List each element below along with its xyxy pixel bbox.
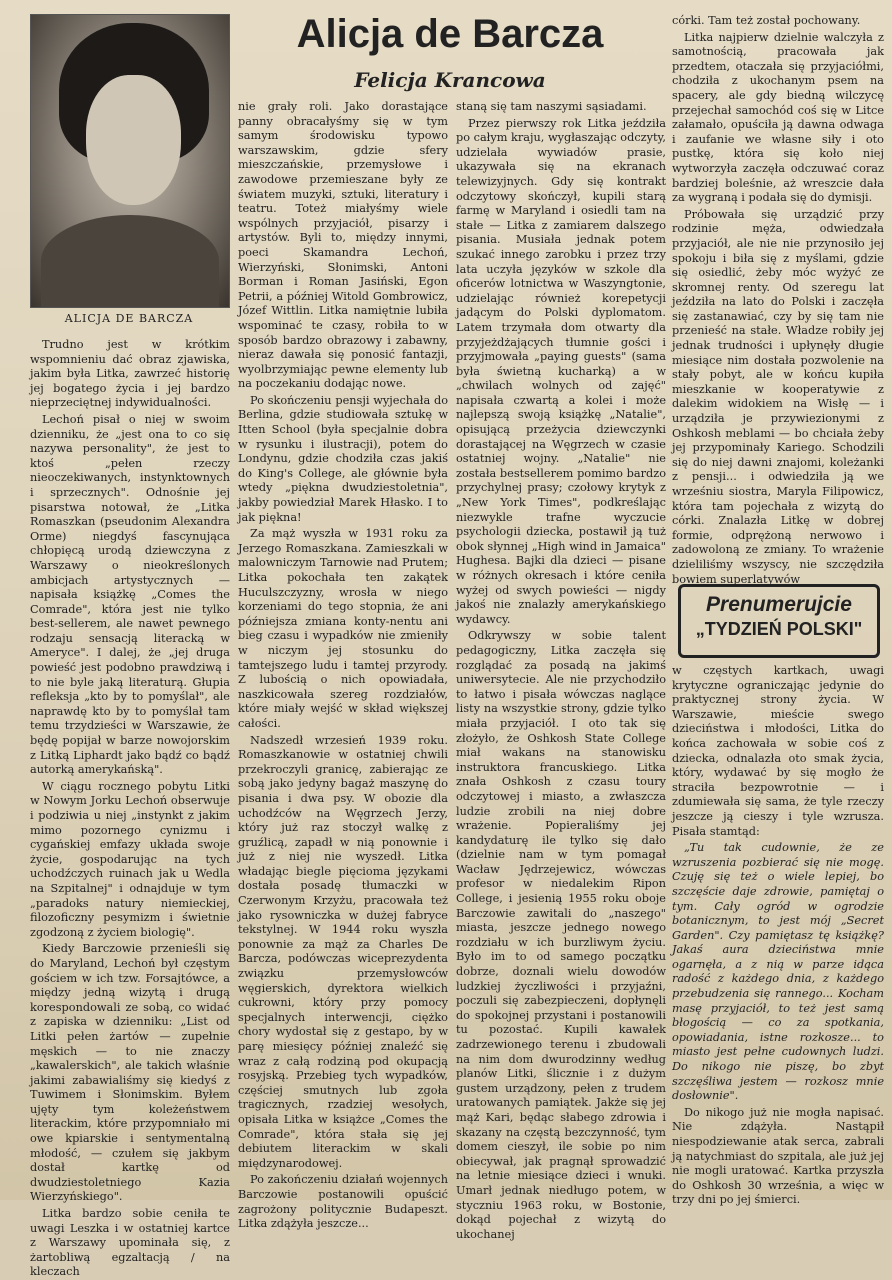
portrait-face [86, 75, 181, 205]
paragraph: Po zakończeniu działań wojennych Barczowie postanowili opuścić zagrożony politycznie Budapeszt. Litka zdążyła jeszcze... [238, 1173, 448, 1231]
paragraph: Do nikogo już nie mogła napisać. Nie zdążyła. Nastąpił niespodziewanie atak serca, zabrali ją natychmiast do szpitala, ale już jej nie mogli uratować. Kartka przyszła do Oshkosh 30 września, a więc w trzy dni po jej śmierci. [672, 1105, 884, 1207]
subscription-advert [678, 584, 880, 658]
paragraph: nie grały roli. Jako dorastające panny obracałyśmy się w tym samym środowisku typowo warszawskim, gdzie sfery mieszczańskie, przemysłowe i zawodowe przemieszane były ze światem muzyki, sztuki, literatury i teatru. Toteż miałyśmy wiele wspólnych przyjaciół, pisarzy i artystów. Byli to, między innymi, poeci Skamandra Lechoń, Wierzyński, Słonimski, Antoni Borman i Roman Jasiński, Egon Petrii, a później Witold Gombrowicz, Józef Wittlin. Litka namiętnie lubiła wspominać te czasy, robiła to w sposób bardzo obrazowy i zabawny, nieraz dawała się ponosić fantazji, wyolbrzymiając pewne elementy lub na poczekaniu dodając nowe. [238, 100, 448, 391]
paragraph: Za mąż wyszła w 1931 roku za Jerzego Romaszkana. Zamieszkali w malowniczym Tarnowie nad Prutem; Litka pokochała ten zakątek Huculszczyzny, wrosła w niego korzeniami do tego stopnia, że ani późniejsza zmiana konty-nentu ani bieg czasu i wypadków nie zmieniły w niczym jej stosunku do tamtejszego ludu i tamtej przyrody. Z lubością o nich opowiadała, naszkicowała szereg rozdziałów, które miały wejść w skład większej całości. [238, 527, 448, 730]
paragraph: Nadszedł wrzesień 1939 roku. Romaszkanowie w ostatniej chwili przekroczyli granicę, zabierając ze sobą jako jedyny bagaż maszynę do pisania i dwa psy. W obozie dla uchodźców na Węgrzech Jerzy, który już raz stoczył walkę z gruźlicą, zapadł w nią ponownie i już z niej nie wyszedł. Litka władając biegle pięcioma językami dostała posadę tłumaczki w Czerwonym Krzyżu, pracowała też jako rysowniczka w dużej fabryce tekstylnej. W 1944 roku wyszła ponownie za mąż za Charles De Barcza, podówczas wiceprezydenta związku przemysłowców węgierskich, dyrektora wielkich cukrowni, który przy pomocy specjalnych interwencji, ciężko chory wydostał się z gestapo, by w parę miesięcy później znaleźć się wraz z całą rodziną pod okupacją rosyjską. Przebieg tych wypadków, częściej smutnych lub zgoła tragicznych, rzadziej wesołych, opisała Litka w książce „Comes the Comrade", która stała się jej debiutem literackim w skali międzynarodowej. [238, 733, 448, 1170]
paragraph: Lechoń pisał o niej w swoim dzienniku, że „jest ona to co się nazywa personality", że jest to ktoś „pełen rzeczy nieoczekiwanych, instynktownych i sprzecznych". Odnośnie jej pisarstwa notował, że „Litka Romaszkan (pseudonim Alexandra Orme) niegdyś fascynująca chłopięcą urodą dziewczyna z Warszawy o nieokreślonych ambicjach artystycznych — napisała książkę „Comes the Comrade", która jest nie tylko best-sellerem, ale nawet pewnego rodzaju sensacją literacką w Ameryce". I dalej, że „jej druga powieść jest podobno prawdziwą i to nie byle jaką literaturą. Głupia refleksja „kto by to pomyślał", ale naprawdę kto by to pomyślał tam temu trzydzieści w Warszawie, że będę popijał w barze nowojorskim z Litką Liphardt jako bądź co bądź autorką amerykańską". [30, 412, 230, 777]
text-column-3 [456, 100, 667, 1241]
paragraph: Próbowała się urządzić przy rodzinie męża, odwiedzała przyjaciół, ale nie nie przynosiło jej spokoju i biła się z myślami, gdzie się osiedlić, żeby móc wyżyć ze skromnej renty. Od szeregu lat jeździła na lato do Polski i zaczęła się zastanawiać, czy by się tam nie przenieść na stałe. Władze robiły jej jednak trudności i upłynęły długie miesiące nim dostała pozwolenie na stały pobyt, ale w końcu kupiła mieszkanie w kooperatywie z dalekim widokiem na Wisłę — i urządziła je przywiezionymi z Oshkosh meblami — bo chciała żeby jej przypominały Kariego. Schodzili się do niej dawni znajomi, koleżanki z pensji... i odwiedziła ją we wrześniu siostra, Maryla Filipowicz, która tam pojechała z wizytą do córki. Znalazła Litkę w dobrej formie, odprężoną nerwowo i zadowoloną ze zmiany. To wrażenie dzieliliśmy wszyscy, nie szczędziła bowiem superlatywów [672, 207, 884, 586]
paragraph: Litka bardzo sobie ceniła te uwagi Leszka i w ostatniej kartce z Warszawy upominała się, z żartobliwą egzaltacją / na kleczach [30, 1207, 230, 1279]
advert-line-1: Prenumerujcie [706, 593, 852, 616]
text-column-4-top [672, 14, 884, 586]
article-author: Felicja Krancowa [354, 68, 546, 92]
paragraph: Odkrywszy w sobie talent pedagogiczny, Litka zaczęła się rozglądać za posadą na jakimś uniwersytecie. Ale nie przychodziło to łatwo i pisała wówczas naglące listy na wszystkie strony, gdzie tylko miała przyjaciół. I oto tak się złożyło, że Oshkosh State College miał wakans na stanowisku instruktora francuskiego. Litka znała Oshkosh z czasu toury odczytowej i miasto, a zwłaszcza ludzie zrobili na niej dobre wrażenie. Popieraliśmy jej kandydaturę ile tylko się dało (dzielnie nam w tym pomagał Wacław Jędrzejewicz, wówczas profesor w niedalekim Ripon College, i jesienią 1955 roku oboje Barczowie zawitali do „naszego" miasta, jeszcze jednego nowego rozdziału w ich burzliwym życiu. Było im to od samego początku dobrze, doznali wielu dowodów ludzkiej życzliwości i przyjaźni, poczuli się zabezpieczeni, dopłynęli do spokojnej przystani i postanowili tu pozostać. Kupili kawałek zadrzewionego terenu i zbudowali na nim dom dwurodzinny według planów Litki, ślicznie i z dużym gustem urządzony, pełen z trudem uratowanych pamiątek. Jakże się jej mąż Kari, będąc słabego zdrowia i skazany na częstą bezczynność, tym domem cieszył, ile sobie po nim obiecywał, jak pragnął sprowadzić na letnie miesiące dzieci i wnuki. Umarł jednak niedługo potem, w styczniu 1963 roku, w Bostonie, dokąd pojechał z wizytą do ukochanej [456, 629, 666, 1241]
paragraph: Kiedy Barczowie przenieśli się do Maryland, Lechoń był częstym gościem w ich tzw. Forsajtówce, a między jedną wizytą i drugą korespondowali ze sobą, co widać z zapiska w dzienniku: „List od Litki pełen żartów — zupełnie męskich — to nie znaczy „kawalerskich", ale takich właśnie jakimi zabawialiśmy się kiedyś z Tuwimem i Słonimskim. Byłem ujęty tym koleżeństwem literackim, które przypomniało mi owe kpiarskie i sentymentalną młodość, — czułem się jakbym dostał kartkę od dwudziestoletniego Kazia Wierzyńskiego". [30, 942, 230, 1204]
portrait-shoulders [41, 215, 219, 307]
portrait-photo [30, 14, 230, 308]
advert-line-2: „TYDZIEŃ POLSKI" [695, 619, 863, 639]
paragraph: Trudno jest w krótkim wspomnieniu dać obraz zjawiska, jakim była Litka, zawrzeć historię jej bogatego życia i jej bardzo nieprzeciętnej indywidualności. [30, 338, 230, 410]
text-column-2 [238, 100, 448, 1231]
paragraph: Przez pierwszy rok Litka jeździła po całym kraju, wygłaszając odczyty, udzielała wywiadów prasie, ukazywała się na ekranach telewizyjnych. Gdy się kontrakt odczytowy skończył, kupili starą farmę w Maryland i osiedli tam na stałe — Litka z zamiarem dalszego pisania. Musiała jednak potem szukać innego zarobku i przez trzy lata uczyła języków w szkole dla oficerów lotnictwa w Waszyngtonie, udzielając również korepetycji jadącym do Polski dyplomatom. Latem trzymała dom otwarty dla przyjeżdżających tłumnie gości i przyjmowała „paying guests" (sama była świetną kucharką) a w „chwilach wolnych od zajęć" napisała czwartą a kolei i może najlepszą swoją książkę „Natalie", opisującą przeżycia dziewczynki dorastającej na Węgrzech w czasie ostatniej wojny. „Natalie" nie została bestsellerem pomimo bardzo przychylnej prasy; czołowy krytyk z „New York Times", podkreślając niezwykle trafne wyczucie psychologii dziecka, postawił ją tuż obok słynnej „High wind in Jamaica" Hughesa. Bajki dla dzieci — pisane w różnych okresach i które ceniła wyżej od swych powieści — nigdy jakoś nie znalazły amerykańskiego wydawcy. [456, 116, 667, 626]
paragraph: W ciągu rocznego pobytu Litki w Nowym Jorku Lechoń obserwuje i podziwia u niej „instynkt z jakim mimo pozornego cynizmu i cygańskiej emfazy układa swoje życie, gospodarując na tych uchodźczych ruinach jak u Wedla na Szpitalnej" i odnajduje w tym „paradoks natury niemieckiej, filozoficzny pesymizm i świetnie zgodzoną z życiem biologię". [30, 779, 230, 939]
paragraph: staną się tam naszymi sąsiadami. [456, 100, 647, 113]
text-column-1 [30, 338, 230, 1279]
paragraph: Litka najpierw dzielnie walczyła z samotnością, pracowała jak przedtem, otaczała się przyjaciółmi, chodziła z ukochanym psem na spacery, ale gdy biedną wilczycę przejechał samochód coś się w Litce załamało, opuściła ją dawna odwaga i zaufanie we własne siły i oto pustkę, która się koło niej wytworzyła zaczęła odczuwać coraz bardziej boleśnie, aż wreszcie dała za wygraną i podała się do dymisji. [672, 30, 884, 205]
text-column-4-bottom [672, 664, 884, 1207]
paragraph: Po skończeniu pensji wyjechała do Berlina, gdzie studiowała sztukę w Itten School (była specjalnie dobra w rysunku i ilustracji), potem do Londynu, gdzie chodziła czas jakiś do King's College, ale głównie była wtedy „piękna dwudziestoletnia", jakby powiedział Marek Hłasko. I to jak piękna! [238, 393, 448, 524]
photo-caption: ALICJA DE BARCZA [64, 312, 194, 325]
paragraph: „Tu tak cudownie, że ze wzruszenia pozbierać się nie mogę. Czuję się też o wiele lepiej, bo szczęście daje zdrowie, pamiętaj o tym. Cały ogród w ogrodzie botanicznym, to jest mój „Secret Garden". Czy pamiętasz tę książkę? Jakaś aura dzieciństwa mnie ogarnęła, a z nią w parze idąca radość z każdego dnia, z każdego przebudzenia się rannego... Kocham masę przyjaciół, to też jest samą błogością — co za spotkania, opowiadania, istne rozkosze... to miasto jest pełne cudownych ludzi. Do nikogo nie piszę, bo zbyt szczęśliwa jestem — rozkosz mnie dosłownie". [672, 841, 884, 1103]
article-title: Alicja de Barcza [296, 12, 604, 56]
paragraph: w częstych kartkach, uwagi krytyczne ograniczając jedynie do praktycznej strony życia. W Warszawie, mieście swego dzieciństwa i młodości, Litka do końca zachowała w sobie coś z dziecka, odnalazła oto smak życia, który, wydawać by się mogło że straciła bezpowrotnie — i zdumiewała się sama, że tyle rzeczy jeszcze ją cieszy i tyle wzrusza. Pisała stamtąd: [672, 664, 884, 838]
paragraph: córki. Tam też został pochowany. [672, 14, 861, 27]
